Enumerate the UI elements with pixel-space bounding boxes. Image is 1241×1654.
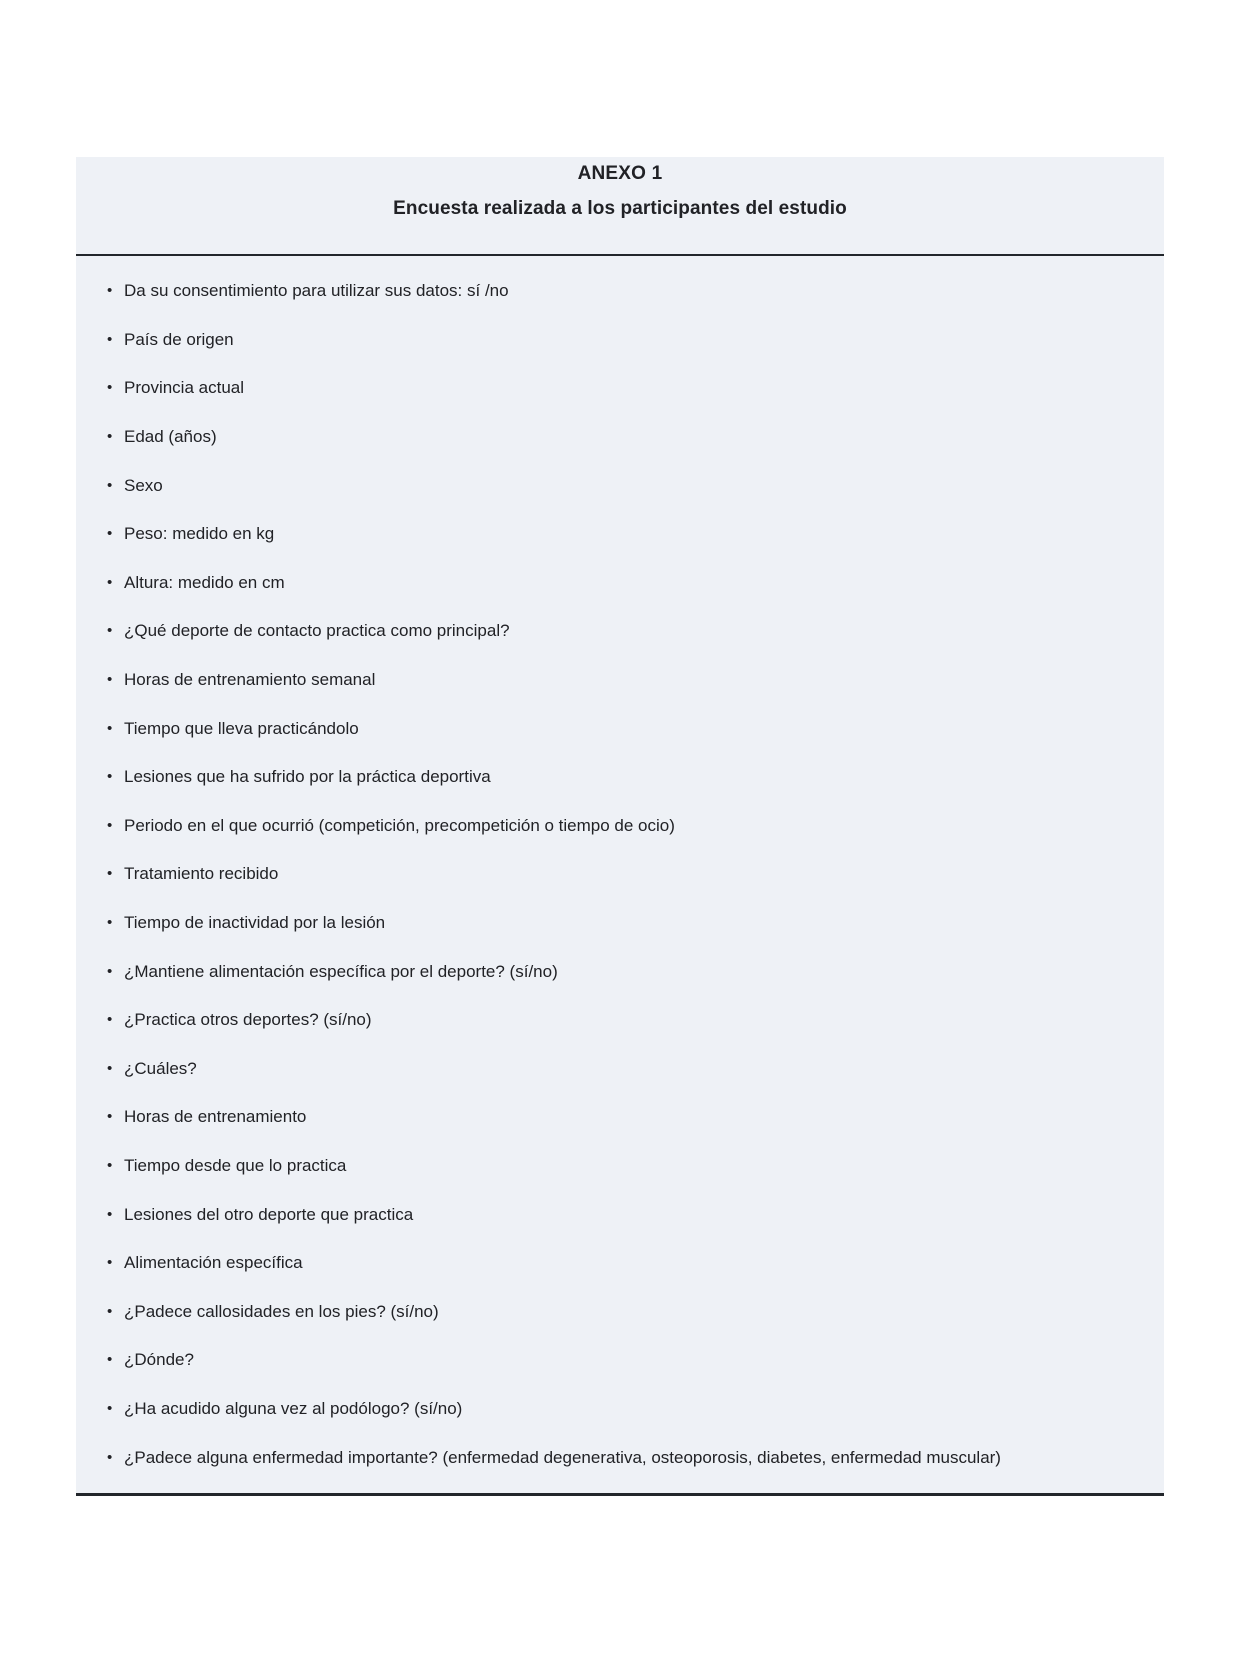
survey-question-item — [107, 413, 1140, 462]
bullet-icon: • — [107, 1399, 113, 1417]
bullet-icon: • — [107, 1254, 113, 1272]
survey-question-item — [107, 559, 1140, 608]
survey-question-text: País de origen — [124, 329, 234, 349]
survey-question-item — [107, 607, 1140, 656]
survey-question-text: Horas de entrenamiento semanal — [124, 670, 376, 690]
survey-question-text: Periodo en el que ocurrió (competición, precompetición o tiempo de ocio) — [124, 815, 675, 835]
survey-question-item — [107, 1239, 1140, 1288]
survey-question-text: Tiempo que lleva practicándolo — [124, 718, 359, 738]
bullet-icon: • — [107, 573, 113, 591]
survey-question-item — [107, 510, 1140, 559]
survey-question-list — [76, 256, 1164, 1493]
survey-question-item — [107, 1190, 1140, 1239]
bullet-icon: • — [107, 428, 113, 446]
survey-question-text: Lesiones que ha sufrido por la práctica deportiva — [124, 767, 491, 787]
annex-title: ANEXO 1 — [577, 163, 663, 184]
survey-question-item — [107, 850, 1140, 899]
survey-question-text: ¿Padece callosidades en los pies? (sí/no) — [124, 1301, 439, 1321]
survey-question-item — [107, 656, 1140, 705]
bullet-icon: • — [107, 1059, 113, 1077]
survey-question-item — [107, 1287, 1140, 1336]
bullet-icon: • — [107, 962, 113, 980]
survey-question-text: Altura: medido en cm — [124, 572, 285, 592]
bullet-icon: • — [107, 671, 113, 689]
survey-question-item — [107, 704, 1140, 753]
survey-question-item — [107, 316, 1140, 365]
bullet-icon: • — [107, 330, 113, 348]
survey-question-text: ¿Practica otros deportes? (sí/no) — [124, 1010, 372, 1030]
bullet-icon: • — [107, 914, 113, 932]
bullet-icon: • — [107, 719, 113, 737]
survey-question-item — [107, 1385, 1140, 1434]
bullet-icon: • — [107, 379, 113, 397]
survey-question-text: Tratamiento recibido — [124, 864, 279, 884]
survey-question-text: Provincia actual — [124, 378, 245, 398]
survey-question-text: Tiempo desde que lo practica — [124, 1155, 347, 1175]
survey-question-text: Alimentación específica — [124, 1253, 303, 1273]
survey-question-item — [107, 947, 1140, 996]
survey-question-text: Edad (años) — [124, 427, 217, 447]
survey-question-text: ¿Dónde? — [124, 1350, 194, 1370]
survey-question-item — [107, 802, 1140, 851]
survey-question-item — [107, 899, 1140, 948]
bullet-icon: • — [107, 768, 113, 786]
survey-question-item — [107, 1433, 1140, 1482]
survey-question-item — [107, 1093, 1140, 1142]
survey-question-item — [107, 753, 1140, 802]
bullet-icon: • — [107, 525, 113, 543]
survey-question-text: Sexo — [124, 475, 163, 495]
survey-question-text: ¿Padece alguna enfermedad importante? (enfermedad degenerativa, osteoporosis, diabetes, enfermedad muscular) — [124, 1447, 1001, 1467]
survey-question-item — [107, 267, 1140, 316]
bullet-icon: • — [107, 865, 113, 883]
bullet-icon: • — [107, 1156, 113, 1174]
bullet-icon: • — [107, 816, 113, 834]
bullet-icon: • — [107, 476, 113, 494]
annex-subtitle: Encuesta realizada a los participantes del estudio — [393, 198, 847, 219]
bullet-icon: • — [107, 1205, 113, 1223]
survey-question-text: Horas de entrenamiento — [124, 1107, 307, 1127]
annex-panel — [76, 157, 1164, 1496]
bullet-icon: • — [107, 1108, 113, 1126]
annex-header — [76, 157, 1164, 256]
bullet-icon: • — [107, 1351, 113, 1369]
bullet-icon: • — [107, 282, 113, 300]
survey-question-text: ¿Mantiene alimentación específica por el deporte? (sí/no) — [124, 961, 558, 981]
bullet-icon: • — [107, 1302, 113, 1320]
survey-question-item — [107, 364, 1140, 413]
survey-question-item — [107, 996, 1140, 1045]
survey-question-item — [107, 1142, 1140, 1191]
bullet-icon: • — [107, 1011, 113, 1029]
bullet-icon: • — [107, 1448, 113, 1466]
survey-question-text: Da su consentimiento para utilizar sus datos: sí /no — [124, 281, 509, 301]
bullet-icon: • — [107, 622, 113, 640]
survey-question-text: ¿Qué deporte de contacto practica como principal? — [124, 621, 510, 641]
survey-question-item — [107, 1336, 1140, 1385]
survey-question-item — [107, 1045, 1140, 1094]
survey-question-text: Tiempo de inactividad por la lesión — [124, 913, 386, 933]
survey-question-text: Lesiones del otro deporte que practica — [124, 1204, 414, 1224]
survey-question-text: Peso: medido en kg — [124, 524, 275, 544]
survey-question-text: ¿Ha acudido alguna vez al podólogo? (sí/no) — [124, 1398, 463, 1418]
survey-question-item — [107, 461, 1140, 510]
survey-question-text: ¿Cuáles? — [124, 1058, 197, 1078]
